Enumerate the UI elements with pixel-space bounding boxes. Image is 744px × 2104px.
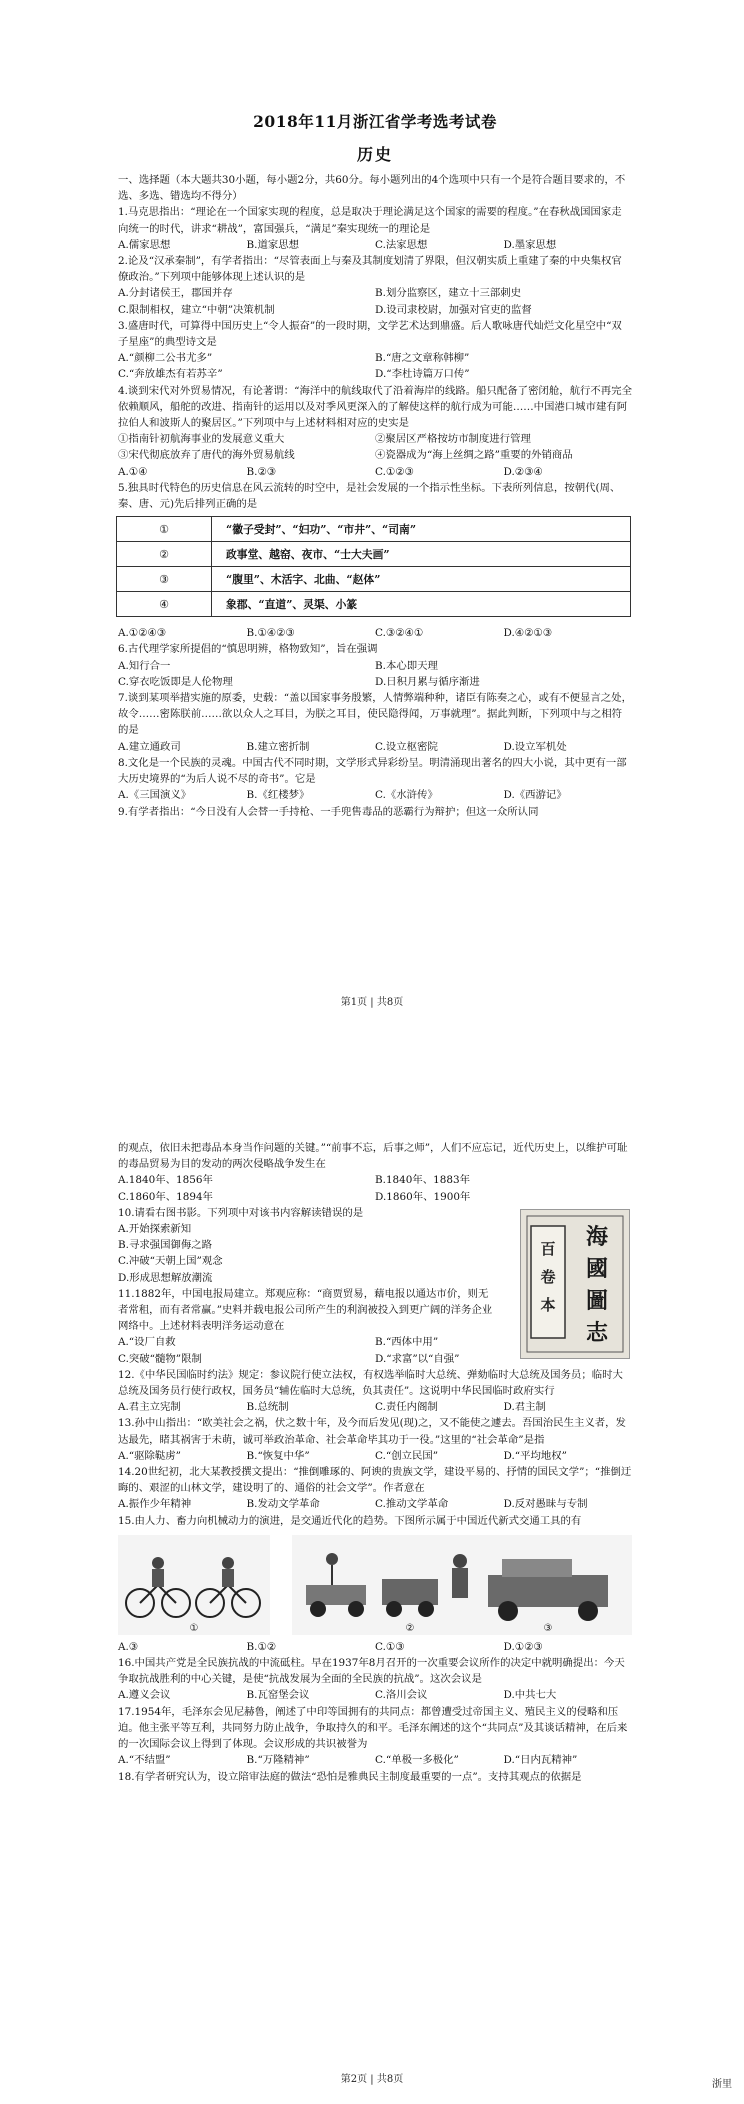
- option-d: D.墨家思想: [503, 238, 557, 251]
- option-a: A.“设厂自救: [118, 1336, 176, 1349]
- svg-text:百: 百: [540, 1239, 556, 1258]
- question-17: [118, 1704, 632, 1769]
- question-11-stem: 11.1882年，中国电报局建立。郑观应称：“商贾贸易，藉电报以通达市价，则无者常租，而有者常赢。”史料并载电报公司所产生的利润被投入到更广阔的洋务企业网络中。上述材料表明洋务运动意在: [118, 1287, 493, 1333]
- option-d: D.“李杜诗篇万口传”: [375, 368, 470, 381]
- option-d: D.“日内瓦精神”: [503, 1754, 578, 1767]
- option-b: B.建立密折制: [246, 740, 310, 753]
- options: [118, 658, 632, 690]
- option-a: A.①④: [118, 465, 148, 478]
- options: [118, 1639, 632, 1655]
- option-d: D.设司隶校尉，加强对官吏的监督: [375, 303, 532, 316]
- figure-label: ①: [189, 1622, 199, 1634]
- question-stem: 15.由人力、畜力向机械动力的演进，是交通近代化的趋势。下图所示属于中国近代新式交通工具的有: [118, 1514, 582, 1527]
- option-c: C.限制相权，建立“中朝”决策机制: [118, 303, 275, 316]
- table-row: [117, 567, 631, 592]
- options: [118, 1172, 632, 1204]
- options: [118, 787, 632, 803]
- options: [118, 739, 632, 755]
- question-stem: 10.请看右图书影。下列项中对该书内容解读错误的是: [118, 1206, 364, 1219]
- option-b: B.瓦窑堡会议: [246, 1689, 310, 1702]
- option-a: A.“驱除鞑虏”: [118, 1449, 181, 1462]
- question-stem: 3.盛唐时代，可算得中国历史上“令人振奋”的一段时期，文学艺术达到鼎盛。后人歌咏唐代灿烂文化星空中“双子星座”的典型诗文是: [118, 319, 622, 349]
- option-d: D.君主制: [503, 1401, 546, 1414]
- option-c: C.穿衣吃饭即是人伦物理: [118, 675, 233, 688]
- question-9-start: 9.有学者指出：“今日没有人会替一手持枪、一手兜售毒品的恶霸行为辩护；但这一众所认同: [118, 805, 539, 818]
- option-b: B.发动文学革命: [246, 1498, 320, 1511]
- question-16: [118, 1655, 632, 1704]
- option-d: D.②③④: [503, 465, 543, 478]
- page-1: [0, 0, 744, 1040]
- option-c: C.“奔放雄杰有若苏辛”: [118, 368, 223, 381]
- table-row: [117, 542, 631, 567]
- option-a: A.建立通政司: [118, 740, 181, 753]
- bicycle-figure: [118, 1535, 270, 1635]
- option-b: B.总统制: [246, 1401, 289, 1414]
- question-stem: 6.古代理学家所提倡的“慎思明辨，格物致知”，旨在强调: [118, 643, 378, 656]
- option-a: A.君主立宪制: [118, 1401, 181, 1414]
- option-b: B.①②: [246, 1640, 277, 1653]
- option-a: A.知行合一: [118, 659, 171, 672]
- question-5: [118, 480, 632, 642]
- option-c: C.①③: [375, 1640, 405, 1653]
- book-illustration: [521, 1210, 629, 1358]
- option-c: C.洛川会议: [375, 1689, 428, 1702]
- page-2: [0, 1040, 744, 2104]
- question-stem: 17.1954年，毛泽东会见尼赫鲁，阐述了中印等国拥有的共同点：都曾遭受过帝国主义、殖民主义的侵略和压迫。他主张平等互利，共同努力防止战争，争取持久的和平。毛泽东阐述的这个“共同点”及其谈话精神，在后来的一次国际会议上得到了体现。会议形成的共识被誉为: [118, 1705, 628, 1751]
- question-stem: 2.论及“汉承秦制”，有学者指出：“尽管表面上与秦及其制度划清了界限，但汉朝实质上重建了秦的中央集权官僚政治。”下列项中能够体现上述认识的是: [118, 255, 622, 284]
- options: [118, 1399, 632, 1415]
- option-c: C.法家思想: [375, 238, 428, 251]
- book-cover-image: [520, 1209, 630, 1359]
- row-number: ①: [117, 517, 212, 542]
- option-b: B.“万隆精神”: [246, 1754, 310, 1767]
- option-c: C.1860年、1894年: [118, 1190, 213, 1203]
- svg-text:圖: 圖: [585, 1287, 609, 1314]
- option-b: B.1840年、1883年: [375, 1174, 470, 1187]
- option-d: D.《西游记》: [503, 789, 567, 802]
- page-footer: 第2页 | 共8页: [340, 2074, 404, 2085]
- option-c: C.冲破“天朝上国”观念: [118, 1255, 223, 1268]
- options: [118, 625, 632, 641]
- row-number: ④: [117, 592, 212, 617]
- row-clue: 政事堂、越窑、夜市、“士大夫画”: [212, 542, 631, 567]
- clue-table: [116, 516, 631, 617]
- row-number: ③: [117, 567, 212, 592]
- options: [118, 464, 632, 480]
- option-a: A.遵义会议: [118, 1689, 171, 1702]
- row-clue: 象郡、“直道”、灵渠、小篆: [212, 592, 631, 617]
- option-b: B.②③: [246, 465, 277, 478]
- option-d: D.1860年、1900年: [375, 1190, 471, 1203]
- option-a: A.“颜柳二公书尤多”: [118, 352, 213, 365]
- option-d: D.日积月累与循序渐进: [375, 675, 480, 688]
- option-d: D.①②③: [503, 1640, 543, 1653]
- figure-label: ②: [405, 1622, 415, 1634]
- subject-title: 历史: [356, 145, 393, 164]
- options: [118, 1752, 632, 1768]
- options: [118, 1687, 632, 1703]
- facts: [118, 431, 632, 463]
- section-intro: 一、选择题（本大题共30小题，每小题2分，共60分。每小题列出的4个选项中只有一个是符合题目要求的，不选、多选、错选均不得分）: [118, 174, 626, 203]
- question-9: [118, 1140, 632, 1205]
- question-stem: 1.马克思指出：“理论在一个国家实现的程度，总是取决于理论满足这个国家的需要的程度。”在春秋战国国家走向统一的时代，讲求“耕战”，富国强兵，“满足”秦实现统一的理论是: [118, 206, 622, 235]
- options: [118, 1221, 498, 1286]
- question-14: [118, 1464, 632, 1513]
- option-b: B.“西体中用”: [375, 1336, 439, 1349]
- option-c: C.推动文学革命: [375, 1498, 449, 1511]
- question-8: [118, 755, 632, 804]
- option-a: A.《三国演义》: [118, 789, 192, 802]
- option-c: C.①②③: [375, 465, 414, 478]
- question-6: [118, 641, 632, 690]
- question-15: [118, 1513, 632, 1655]
- fact-4: ④瓷器成为“海上丝绸之路”重要的外销商品: [375, 449, 573, 462]
- question-stem: 12.《中华民国临时约法》规定：参议院行使立法权，有权选举临时大总统、弹劾临时大总统及国务员；临时大总统及国务员行使行政权，国务员“辅佐临时大总统，负其责任”。这说明中华民国临时政府实行: [118, 1368, 623, 1398]
- question-stem-continued: 的观点，依旧未把毒品本身当作问题的关键。”“前事不忘，后事之师”，人们不应忘记，近代历史上，以维护可耻的毒品贸易为目的发动的两次侵略战争发生在: [118, 1142, 628, 1171]
- option-c: C.责任内阁制: [375, 1401, 438, 1414]
- svg-text:志: 志: [585, 1319, 609, 1346]
- question-2: [118, 253, 632, 318]
- option-a: A.振作少年精神: [118, 1498, 192, 1511]
- row-number: ②: [117, 542, 212, 567]
- svg-text:國: 國: [585, 1255, 609, 1282]
- svg-text:卷: 卷: [540, 1267, 556, 1286]
- question-stem: 13.孙中山指出：“欧美社会之祸，伏之数十年，及今而后发见(现)之，又不能使之遽去。吾国治民生主义者，发达最先，睹其祸害于未萌，诚可举政治革命、社会革命毕其功于一役。”这里的“社会革命”是指: [118, 1417, 626, 1446]
- transport-figures: [118, 1535, 632, 1635]
- option-c: C.“创立民国”: [375, 1449, 439, 1462]
- figure-label: ③: [543, 1622, 553, 1634]
- option-d: D.中共七大: [503, 1689, 557, 1702]
- question-stem: 5.独具时代特色的历史信息在风云流转的时空中，是社会发展的一个指示性坐标。下表所列信息，按朝代(周、秦、唐、元)先后排列正确的是: [118, 481, 621, 511]
- option-a: A.③: [118, 1640, 139, 1653]
- option-c: C.“单极一多极化”: [375, 1754, 459, 1767]
- option-a: A.开始探索新知: [118, 1223, 192, 1236]
- corner-watermark: 浙里: [712, 2079, 732, 2090]
- question-7: [118, 690, 632, 755]
- table-row: [117, 592, 631, 617]
- fact-3: ③宋代彻底放弃了唐代的海外贸易航线: [118, 449, 295, 462]
- option-c: C.③②④①: [375, 627, 424, 640]
- option-c: C.突破“髓物”限制: [118, 1352, 202, 1365]
- option-c: C.《水浒传》: [375, 789, 438, 802]
- question-stem: 4.谈到宋代对外贸易情况，有论著谓：“海洋中的航线取代了沿着海岸的线路。船只配备了密闭舱，航行不再完全依赖顺风，船舵的改进、指南针的运用以及对季风更深入的了解使这样的航行成为可能……中国港口城市建有阿拉伯人和波斯人的聚居区。”下列项中与上述材料相对应的史实是: [118, 384, 632, 430]
- question-13: [118, 1415, 632, 1464]
- option-b: B.“恢复中华”: [246, 1449, 310, 1462]
- vehicles-figure: [292, 1535, 632, 1635]
- option-c: C.设立枢密院: [375, 740, 438, 753]
- fact-2: ②聚居区严格按坊市制度进行管理: [375, 433, 531, 446]
- option-b: B.①④②③: [246, 627, 295, 640]
- question-1: [118, 204, 632, 253]
- option-b: B.道家思想: [246, 238, 300, 251]
- option-d: D.④②①③: [503, 627, 553, 640]
- option-a: A.1840年、1856年: [118, 1174, 213, 1187]
- question-12: [118, 1367, 632, 1416]
- question-stem: 14.20世纪初，北大某教授撰文提出：“推倒雕琢的、阿谀的贵族文学，建设平易的、抒情的国民文学”；“推倒迂晦的、艰涩的山林文学，建设明了的、通俗的社会文学”。作者意在: [118, 1466, 632, 1495]
- option-a: A.分封诸侯王，郡国并存: [118, 287, 233, 300]
- question-stem: 16.中国共产党是全民族抗战的中流砥柱。早在1937年8月召开的一次重要会议所作的决定中就明确提出：今天争取抗战胜利的中心关键，是使“抗战发展为全面的全民族的抗战”。这次会议是: [118, 1657, 625, 1686]
- table-row: [117, 517, 631, 542]
- question-18: [118, 1769, 632, 1785]
- option-a: A.“不结盟”: [118, 1754, 171, 1767]
- question-stem: 8.文化是一个民族的灵魂。中国古代不同时期，文学形式异彩纷呈。明清涌现出著名的四大小说，其中更有一部大历史境界的“为后人说不尽的奇书”。它是: [118, 756, 627, 786]
- row-clue: “徽子受封”、“妇功”、“市井”、“司南”: [212, 517, 631, 542]
- page-footer: 第1页 | 共8页: [340, 997, 404, 1008]
- row-clue: “腹里”、木活字、北曲、“赵体”: [212, 567, 631, 592]
- page-2-content: [118, 1140, 632, 1785]
- options: [118, 1496, 632, 1512]
- option-b: B.“唐之文章称韩柳”: [375, 352, 470, 365]
- svg-text:海: 海: [585, 1223, 609, 1250]
- question-stem: 18.有学者研究认为，设立陪审法庭的做法“恐怕是雅典民主制度最重要的一点”。支持其观点的依据是: [118, 1770, 582, 1783]
- option-d: D.设立军机处: [503, 740, 567, 753]
- page-1-content: [118, 172, 632, 820]
- options: [118, 237, 632, 253]
- question-4: [118, 383, 632, 480]
- options: [118, 1448, 632, 1464]
- option-b: B.本心即天理: [375, 659, 438, 672]
- option-b: B.寻求强国御侮之路: [118, 1239, 213, 1252]
- question-3: [118, 318, 632, 383]
- option-d: D.反对愚昧与专制: [503, 1498, 588, 1511]
- fact-1: ①指南针初航海事业的发展意义重大: [118, 433, 285, 446]
- options: [118, 285, 632, 317]
- options: [118, 350, 632, 382]
- question-stem: 7.谈到某项举措实施的原委，史载：“盖以国家事务殷繁，人情弊端种种，诸臣有陈奏之心，或有不便显言之处，故令……密陈朕前……欲以众人之耳目，为朕之耳目，使民隐得闻，万事就理”。据此判断，下列项中与之相符的是: [118, 692, 632, 737]
- option-a: A.①②④③: [118, 627, 167, 640]
- option-d: D.形成思想解放潮流: [118, 1271, 213, 1284]
- option-b: B.划分监察区，建立十三部刺史: [375, 287, 522, 300]
- option-d: D.“求富”以“自强”: [375, 1352, 460, 1365]
- exam-title: 2018年11月浙江省学考选考试卷: [253, 112, 497, 131]
- option-b: B.《红楼梦》: [246, 789, 310, 802]
- option-a: A.儒家思想: [118, 238, 171, 251]
- svg-text:本: 本: [540, 1295, 556, 1314]
- option-d: D.“平均地权”: [503, 1449, 567, 1462]
